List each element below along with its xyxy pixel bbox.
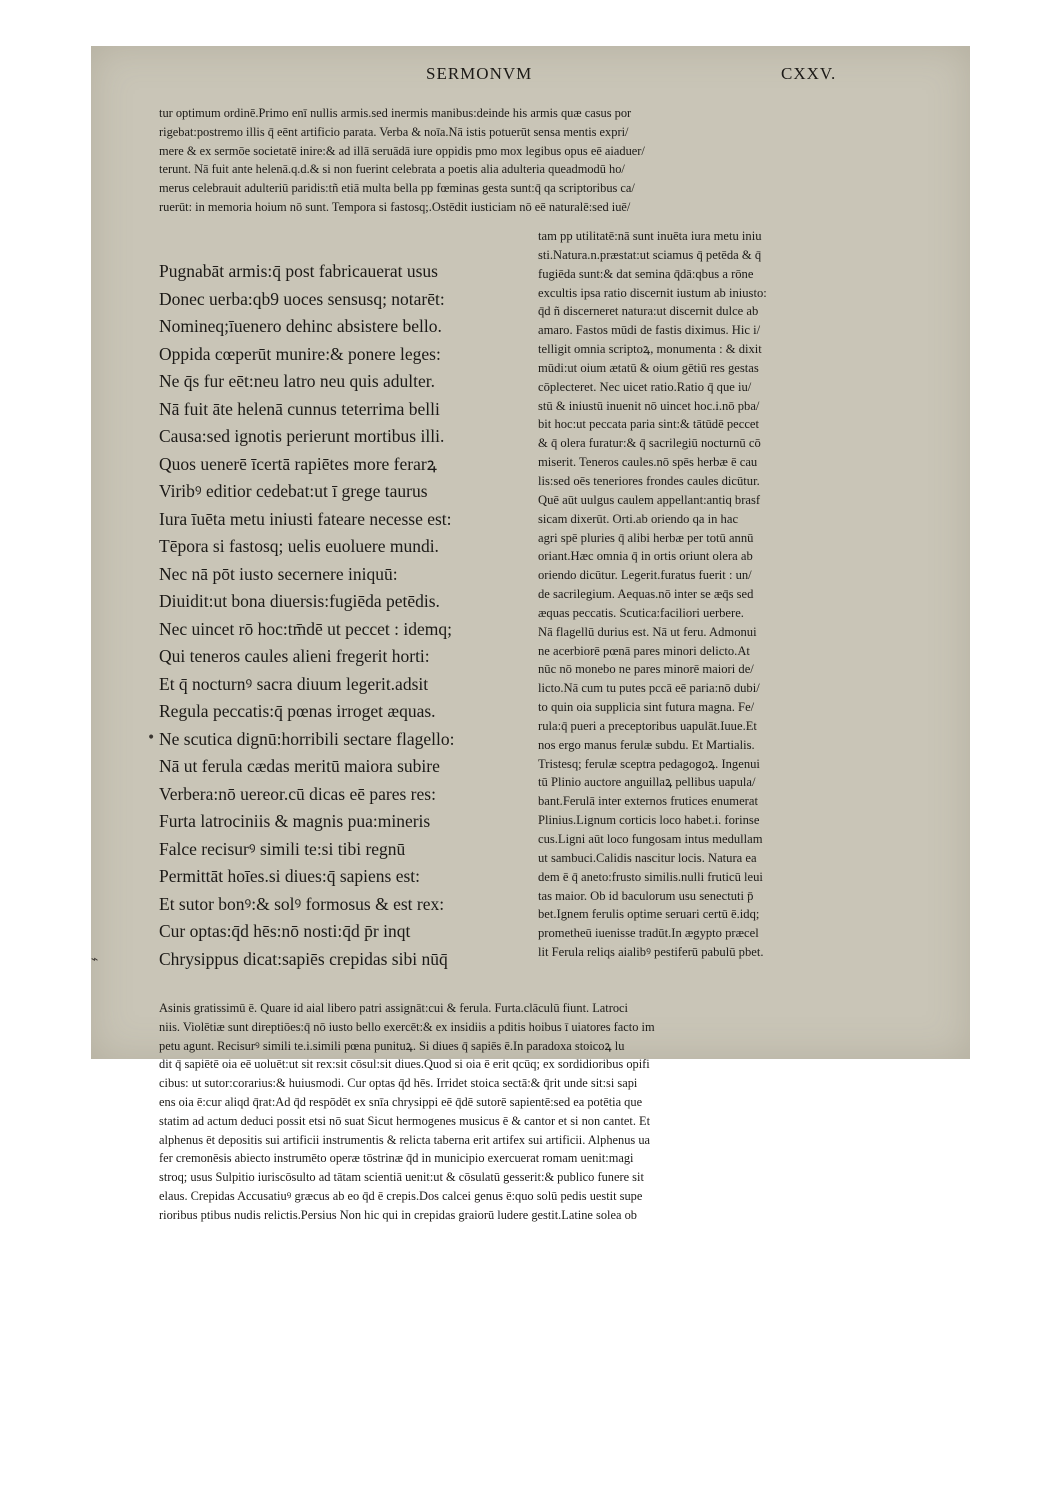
commentary-line: Plinius.Lignum corticis loco habet.i. forinse [538,813,760,828]
commentary-line: de sacrilegium. Aequas.nō inter se æq̄s sed [538,587,754,602]
commentary-line: sicam dixerūt. Orti.ab oriendo qa in hac [538,511,739,526]
commentary-line: tas maior. Ob id baculorum usu senectuti p̄ [538,888,754,903]
commentary-line: statim ad actum deduci possit etsi nō suat Sicut hermogenes musicus ē & cantor et si non cantet. Et [159,1113,651,1128]
commentary-line: & q̄ olera furatur:& q̄ sacrilegiū nocturnū cō [538,436,761,451]
verse-line: Cur optas:q̄d hēs:nō nosti:q̄d p̄r inqt [159,921,411,941]
marginal-ink-mark: ⌁ [91,952,99,966]
verse-line: Oppida cœperūt munire:& ponere leges: [159,343,441,364]
commentary-line: alphenus ēt depositis sui artificii instrumentis & relicta taberna erit artifex sui artificii. Alphenus ua [159,1132,651,1147]
verse-line: Et q̄ nocturnꝰ sacra diuum legerit.adsit [159,673,429,694]
commentary-line: Nā flagellū durius est. Nā ut feru. Admonui [538,624,757,639]
commentary-line: ne acerbiorē pœnā pares minori delicto.At [538,643,750,658]
verse-line: Regula peccatis:q̄ pœnas irroget æquas. [159,701,436,721]
commentary-line: to quin oia supplicia sint futura magna. Fe/ [538,700,755,715]
commentary-line: dem ē q̄ aneto:frusto similis.nulli fruticū leui [538,869,763,884]
book-page [91,46,970,1222]
commentary-line: stū & iniustū inuenit nō uincet hoc.i.nō pba/ [538,398,760,413]
verse-line: Nec uincet rō hoc:tm̄dē ut peccet : idemq; [159,618,453,639]
commentary-right [538,227,767,962]
commentary-line: terunt. Nā fuit ante helenā.q.d.& si non fuerint celebrata a poetis alia adulteria queadmodū ho/ [159,162,625,177]
verse-line: Ne q̄s fur eēt:neu latro neu quis adulter. [159,371,436,391]
commentary-line: oriendo dicūtur. Legerit.furatus fuerit : un/ [538,568,752,583]
verse-line: Chrysippus dicat:sapiēs crepidas sibi nūq̄ [159,948,448,969]
commentary-line: lit Ferula reliqs aialibꝰ pestiferū pabulū pbet. [538,945,764,960]
commentary-line: stroq; usus Sulpitio iuriscōsulto ad tātam scientiā uenit:ut & cōsulatū gesserit:& publico funere sit [159,1170,644,1185]
commentary-line: mūdi:ut oium ætatū & oium gētiū res gestas [538,360,759,375]
commentary-line: sti.Natura.n.præstat:ut sciamus q̄ petēda & q̄ [538,247,762,262]
verse-line: Donec uerba:qb9 uoces sensusq; notarēt: [159,288,445,309]
commentary-line: nūc nō monebo ne pares minorē maiori de/ [538,662,754,677]
commentary-line: lis:sed oēs teneriores frondes caules dicūtur. [538,473,760,488]
commentary-line: agri spē pluries q̄ alibi herbæ per totū annū [538,530,754,545]
commentary-line: tur optimum ordinē.Primo enī nullis armis.sed inermis manibus:deinde his armis quæ casus por [159,106,632,120]
commentary-line: mere & ex sermōe societatē inire:& ad illā seruādā iure oppidis pmo mox legibus opus eē aiaduer/ [159,143,645,158]
commentary-line: ut sambuci.Calidis nascitur locis. Natura ea [538,850,757,865]
verse-line: Pugnabāt armis:q̄ post fabricauerat usus [159,261,438,281]
verse-line: Falce recisurꝰ simili te:si tibi regnū [159,838,406,859]
commentary-line: q̄d ñ discerneret natura:ut discernit dulce ab [538,304,759,319]
verse-line: Tēpora si fastosq; uelis euoluere mundi. [159,536,439,556]
commentary-line: excultis ipsa ratio discernit iustum ab iniusto: [538,285,767,300]
verse-line: Verbera:nō uereor.cū dicas eē pares res: [159,783,436,804]
verse-line: Iura īuēta metu iniusti fateare necesse est: [159,508,452,529]
commentary-line: rigebat:postremo illis q̄ eēnt artificio parata. Verba & noīa.Nā istis potuerūt sensa mentis expri/ [159,124,629,139]
commentary-bottom [159,999,655,1225]
verse-line: Causa:sed ignotis perierunt mortibus illi. [159,426,445,446]
commentary-line: oriant.Hæc omnia q̄ in ortis oriunt olera ab [538,549,753,564]
commentary-line: dit q̄ sapiētē oia eē uoluēt:ut sit rex:sit cōsul:sit diues.Quod si oia ē erit qcūq; ex sordidioribus opifi [159,1057,650,1072]
commentary-line: amaro. Fastos mūdi de fastis diximus. Hic i/ [538,323,761,338]
commentary-line: tū Plinio auctore anguillaꝝ pellibus uapula/ [538,775,756,790]
commentary-line: niis. Violētiæ sunt direptiōes:q̄ nō iusto bello exercēt:& ex insidiis a pditis hoibus ī uiatores facto im [159,1019,655,1034]
commentary-line: bant.Ferulā inter externos frutices enumerat [538,794,758,809]
commentary-line: tam pp utilitatē:nā sunt inuēta iura metu iniu [538,229,762,243]
commentary-line: cōplecteret. Nec uicet ratio.Ratio q̄ que iu/ [538,379,752,394]
commentary-line: æquas peccatis. Scutica:faciliori uerbere. [538,605,744,620]
commentary-line: Quē aūt uulgus caulem appellant:antiq brasf [538,492,761,507]
commentary-line: petu agunt. Recisurꝰ simili te.i.simili pœna punituꝝ. Si diues q̄ sapiēs ē.In paradoxa stoicoꝝ lu [159,1038,625,1053]
commentary-line: miserit. Teneros caules.nō spēs herbæ ē cau [538,455,758,470]
verse-block [159,258,454,973]
commentary-line: ruerūt: in memoria hoium nō sunt. Tempora si fastosq;.Ostēdit iusticiam nō eē naturalē:sed iuē/ [159,199,631,214]
verse-line: Viribꝰ editior cedebat:ut ī grege taurus [159,481,428,501]
commentary-line: fugiēda sunt:& dat semina q̄dā:qbus a rōne [538,266,754,281]
commentary-line: rula:q̄ pueri a preceptoribus uapulāt.Iuue.Et [538,718,757,733]
commentary-top [159,104,645,217]
verse-line: Permittāt hoīes.si diues:q̄ sapiens est: [159,866,421,886]
commentary-line: bet.Ignem ferulis optime seruari certū ē.idq; [538,907,760,922]
commentary-line: fer cremonēsis abiecto instrumēto operæ tōstrinæ q̄d in municipio exercuerat romam uenit:magi [159,1151,634,1166]
verse-line: Nec nā pōt iusto secernere iniquū: [159,563,398,584]
verse-line: Nā ut ferula cædas meritū maiora subire [159,756,440,776]
verse-line: Furta latrociniis & magnis pua:mineris [159,811,431,831]
commentary-line: elaus. Crepidas Accusatiuꝰ græcus ab eo q̄d ē crepis.Dos calcei genus ē:quo solū pedis uestit supe [159,1188,643,1203]
commentary-line: ens oia ē:cur aliqd q̄rat:Ad q̄d respōdēt ex snīa chrysippi eē q̄dē sutorē sapientē:sed ea potētia que [159,1094,643,1109]
verse-line: Diuidit:ut bona diuersis:fugiēda petēdis. [159,591,440,611]
running-title: SERMONVM [426,64,533,83]
commentary-line: telligit omnia scriptoꝝ, monumenta : & dixit [538,342,762,357]
verse-line: Nomineq;īuenero dehinc absistere bello. [159,316,442,336]
commentary-line: bit hoc:ut peccata paria sint:& tātūdē peccet [538,417,759,432]
commentary-line: Tristesq; ferulæ sceptra pedagogoꝝ. Ingenui [538,756,760,771]
folio-number: CXXV. [781,64,837,83]
verse-line: Qui teneros caules alieni fregerit horti: [159,646,430,666]
verse-line: Ne scutica dignū:horribili sectare flagello: [159,728,455,749]
commentary-line: Asinis gratissimū ē. Quare id aial libero patri assignāt:cui & ferula. Furta.clāculū fiunt. Latroci [159,1001,628,1015]
commentary-line: licto.Nā cum tu putes pccā eē paria:nō dubi/ [538,681,760,696]
commentary-line: prometheū iuenisse tradūt.In ægypto præcel [538,926,759,941]
verse-line: Et sutor bonꝰ:& solꝰ formosus & est rex: [159,893,445,914]
commentary-line: merus celebrauit adulteriū paridis:tñ etiā multa bella pp fœminas gesta sunt:q̄ qa scriptoribus ca/ [159,181,635,196]
verse-line: Nā fuit āte helenā cunnus teterrima belli [159,398,440,419]
commentary-line: cibus: ut sutor:corarius:& huiusmodi. Cur optas q̄d hēs. Irridet stoica sectā:& q̄rit unde sit:si sapi [159,1076,638,1091]
commentary-line: cus.Ligni aūt loco fungosam intus medullam [538,832,763,846]
commentary-line: nos ergo manus ferulæ subdu. Et Martialis. [538,737,755,752]
commentary-line: rioribus ptibus nudis relictis.Persius Non hic qui in crepidas graiorū ludere gestit.Latine solea ob [159,1207,637,1222]
verse-line: Quos uenerē īcertā rapiētes more ferarꝝ [159,453,437,474]
marginal-dot-mark: • [147,730,156,746]
